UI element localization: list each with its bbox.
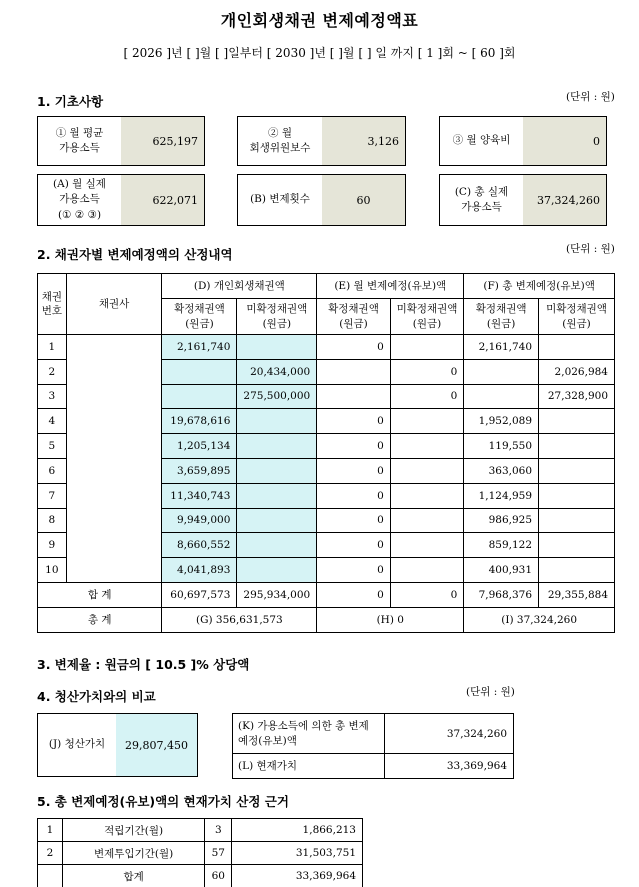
subtotal-d1: 60,697,573: [162, 582, 237, 607]
col-d: (D) 개인회생채권액: [162, 274, 317, 299]
present-value-table: [232, 713, 514, 779]
basic-label: ② 월 회생위원보수: [249, 126, 311, 154]
cell-e2: [390, 558, 464, 583]
cell-f2: [539, 409, 615, 434]
liquidation-value-box: [37, 713, 198, 777]
cell-e1: [317, 359, 391, 384]
basis-no: [38, 865, 63, 887]
basic-value: 3,126: [322, 117, 405, 165]
j-label: (J) 청산가치: [48, 738, 106, 751]
basis-months: 60: [205, 865, 232, 887]
subtotal-f2: 29,355,884: [539, 582, 615, 607]
cell-e2: [390, 508, 464, 533]
cell-e1: [317, 384, 391, 409]
cell-e2: [390, 458, 464, 483]
basis-no: 2: [38, 842, 63, 865]
cell-f2: [539, 335, 615, 360]
basis-value: 33,369,964: [232, 865, 363, 887]
basis-value: 31,503,751: [232, 842, 363, 865]
cell-no: 10: [38, 558, 67, 583]
table-row: [38, 819, 363, 842]
cell-no: 6: [38, 458, 67, 483]
cell-e1: 0: [317, 409, 391, 434]
section2-heading: 2. 채권자별 변제예정액의 산정내역: [37, 247, 233, 262]
basic-total-income: [439, 174, 607, 226]
cell-e1: 0: [317, 458, 391, 483]
cell-e2: [390, 409, 464, 434]
basic-repayment-count: [237, 174, 406, 226]
cell-e2: [390, 483, 464, 508]
cell-e1: 0: [317, 335, 391, 360]
cell-e2: [390, 533, 464, 558]
basis-label: 적립기간(월): [62, 819, 204, 842]
basic-value: 60: [322, 175, 405, 225]
col-f: (F) 총 변제예정(유보)액: [464, 274, 615, 299]
cell-f1: 400,931: [464, 558, 539, 583]
page-title: 개인회생채권 변제예정액표: [220, 11, 419, 30]
l-label: (L) 현재가치: [233, 754, 385, 779]
cell-e2: [390, 335, 464, 360]
cell-f1: 119,550: [464, 434, 539, 459]
cell-e1: 0: [317, 558, 391, 583]
subtotal-d2: 295,934,000: [237, 582, 317, 607]
cell-d1: [162, 359, 237, 384]
cell-d2: 275,500,000: [237, 384, 317, 409]
cell-f1: 986,925: [464, 508, 539, 533]
cell-d1: [162, 384, 237, 409]
cell-f1: 859,122: [464, 533, 539, 558]
col-creditor: 채권사: [66, 274, 162, 335]
basic-commissioner-fee: [237, 116, 406, 166]
col-no: 채권 번호: [38, 274, 67, 335]
cell-d1: 11,340,743: [162, 483, 237, 508]
section4-unit: (단위 : 원): [466, 686, 515, 698]
total-label: 총 계: [38, 607, 162, 632]
section4-heading: 4. 청산가치와의 비교: [37, 689, 156, 704]
cell-no: 1: [38, 335, 67, 360]
basic-value: 0: [523, 117, 606, 165]
cell-f2: [539, 508, 615, 533]
cell-f1: 1,124,959: [464, 483, 539, 508]
basic-child-support: [439, 116, 607, 166]
total-g: (G) 356,631,573: [162, 607, 317, 632]
present-value-basis-table: [37, 818, 363, 887]
cell-no: 4: [38, 409, 67, 434]
cell-e2: 0: [390, 384, 464, 409]
cell-e1: 0: [317, 483, 391, 508]
cell-f1: 1,952,089: [464, 409, 539, 434]
basis-label: 합계: [62, 865, 204, 887]
cell-d1: 19,678,616: [162, 409, 237, 434]
cell-f2: 2,026,984: [539, 359, 615, 384]
cell-f1: 363,060: [464, 458, 539, 483]
cell-no: 3: [38, 384, 67, 409]
basic-actual-income: [37, 174, 205, 226]
table-row: [38, 842, 363, 865]
cell-f2: 27,328,900: [539, 384, 615, 409]
table-row: [38, 335, 615, 360]
col-e: (E) 월 변제예정(유보)액: [317, 274, 464, 299]
cell-d2: [237, 434, 317, 459]
cell-f1: 2,161,740: [464, 335, 539, 360]
col-d-confirmed: 확정채권액 (원금): [162, 299, 237, 335]
cell-e1: 0: [317, 434, 391, 459]
basic-label: ③ 월 양육비: [452, 134, 511, 147]
cell-d2: [237, 533, 317, 558]
cell-no: 8: [38, 508, 67, 533]
basic-value: 622,071: [121, 175, 204, 225]
cell-f1: [464, 359, 539, 384]
cell-f2: [539, 483, 615, 508]
cell-d2: [237, 335, 317, 360]
cell-e2: 0: [390, 359, 464, 384]
subtotal-f1: 7,968,376: [464, 582, 539, 607]
total-h: (H) 0: [317, 607, 464, 632]
cell-no: 9: [38, 533, 67, 558]
section3-heading: 3. 변제율 : 원금의 [ 10.5 ]% 상당액: [37, 657, 250, 672]
total-i: (I) 37,324,260: [464, 607, 615, 632]
basic-label: ① 월 평균 가용소득: [55, 126, 104, 154]
basic-label: (C) 총 실제 가용소득: [454, 185, 509, 213]
cell-f2: [539, 533, 615, 558]
period-line: [ 2026 ]년 [ ]월 [ ]일부터 [ 2030 ]년 [ ]월 [ ] 일 까지 [ 1 ]회 ~ [ 60 ]회: [123, 46, 516, 60]
basis-months: 57: [205, 842, 232, 865]
basis-label: 변제투입기간(월): [62, 842, 204, 865]
col-f-unconfirmed: 미확정채권액 (원금): [539, 299, 615, 335]
basic-label: (B) 변제횟수: [250, 193, 310, 206]
cell-d1: 1,205,134: [162, 434, 237, 459]
cell-e2: [390, 434, 464, 459]
cell-d2: [237, 458, 317, 483]
k-label: (K) 가용소득에 의한 총 변제 예정(유보)액: [233, 714, 385, 754]
cell-d2: [237, 558, 317, 583]
section1-unit: (단위 : 원): [566, 91, 615, 103]
creditor-table: [37, 273, 615, 633]
cell-d1: 4,041,893: [162, 558, 237, 583]
cell-d1: 3,659,895: [162, 458, 237, 483]
basic-value: 37,324,260: [523, 175, 606, 225]
cell-d1: 2,161,740: [162, 335, 237, 360]
col-e-unconfirmed: 미확정채권액 (원금): [390, 299, 464, 335]
basic-label: (A) 월 실제 가용소득 (① ② ③): [53, 178, 106, 221]
section2-unit: (단위 : 원): [566, 243, 615, 255]
subtotal-label: 합 계: [38, 582, 162, 607]
l-value: 33,369,964: [385, 754, 514, 779]
cell-d2: 20,434,000: [237, 359, 317, 384]
basis-months: 3: [205, 819, 232, 842]
cell-d2: [237, 409, 317, 434]
cell-f2: [539, 434, 615, 459]
cell-e1: 0: [317, 533, 391, 558]
col-e-confirmed: 확정채권액 (원금): [317, 299, 391, 335]
basis-no: 1: [38, 819, 63, 842]
cell-d1: 8,660,552: [162, 533, 237, 558]
subtotal-e2: 0: [390, 582, 464, 607]
col-d-unconfirmed: 미확정채권액 (원금): [237, 299, 317, 335]
cell-e1: 0: [317, 508, 391, 533]
cell-d2: [237, 508, 317, 533]
col-f-confirmed: 확정채권액 (원금): [464, 299, 539, 335]
cell-no: 5: [38, 434, 67, 459]
section1-heading: 1. 기초사항: [37, 94, 104, 109]
cell-f2: [539, 558, 615, 583]
cell-f1: [464, 384, 539, 409]
cell-no: 2: [38, 359, 67, 384]
cell-d2: [237, 483, 317, 508]
table-row: [38, 865, 363, 887]
cell-f2: [539, 458, 615, 483]
basic-value: 625,197: [121, 117, 204, 165]
basic-avg-income: [37, 116, 205, 166]
creditor-name-cell: [66, 335, 162, 583]
subtotal-e1: 0: [317, 582, 391, 607]
j-value: 29,807,450: [116, 714, 197, 776]
section5-heading: 5. 총 변제예정(유보)액의 현재가치 산정 근거: [37, 794, 289, 809]
k-value: 37,324,260: [385, 714, 514, 754]
cell-d1: 9,949,000: [162, 508, 237, 533]
cell-no: 7: [38, 483, 67, 508]
basis-value: 1,866,213: [232, 819, 363, 842]
